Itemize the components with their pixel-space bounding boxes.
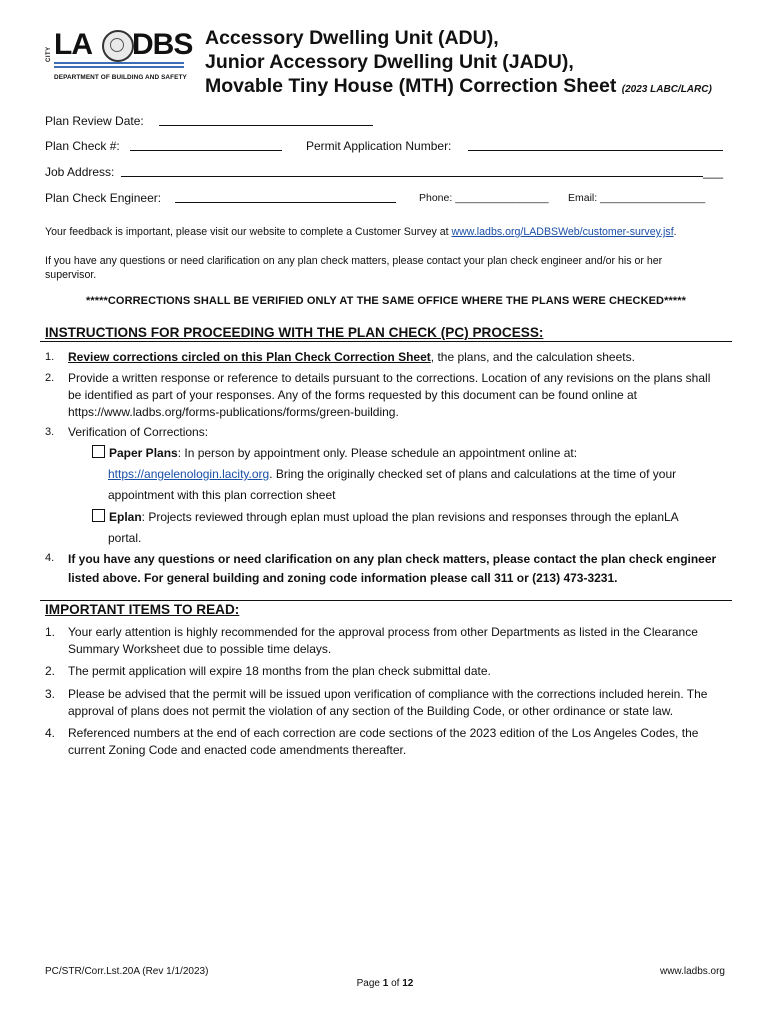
plan-review-date-label: Plan Review Date:: [45, 114, 144, 128]
verification-notice: *****CORRECTIONS SHALL BE VERIFIED ONLY AT THE SAME OFFICE WHERE THE PLANS WERE CHECKED*****: [85, 295, 686, 307]
correction-sheet-page: CITY LA DBS DEPARTMENT OF BUILDING AND SAFETY Accessory Dwelling Unit (ADU), Junior Accessory Dwelling Unit (JADU), Movable Tiny House (MTH) Correction Sheet (2023 LABC/LARC) Plan Review Date: Plan Check #: Permit Application Number: Job Address: ___ Plan Check Engineer: Phone: ________________ Email: __________________ Your feedback is important, please visit our website to complete a Customer Survey at www.ladbs.org/LADBSWeb/customer-survey.jsf. If you have any questions or need clarification on any plan check matters, please contact your plan check engineer and/or his or her supervisor. *****CORRECTIONS SHALL BE VERIFIED ONLY AT THE SAME OFFICE WHERE THE PLANS WERE CHECKED***** INSTRUCTIONS FOR PROCEEDING WITH THE PLAN CHECK (PC) PROCESS: 1. Review corrections circled on this Plan Check Correction Sheet, the plans, and the calculation sheets. 2. Provide a written response or reference to details pursuant to the corrections. Location of any revisions on the plans shall be identified as part of your responses. Any of the forms requested by this document can be found online at https://www.ladbs.org/forms-publications/forms/green-building. 3. Verification of Corrections: Paper Plans: In person by appointment only. Please schedule an appointment online at: https://angelenologin.lacity.org. Bring the originally checked set of plans and calculations at the time of your appointment with this plan correction sheet Eplan: Projects reviewed through eplan must upload the plan revisions and responses through the eplanLA portal. 4. If you have any questions or need clarification on any plan check matters, please contact the plan check engineer listed above. For general building and zoning code information please call 311 or (213) 473-3231. IMPORTANT ITEMS TO READ: 1. Your early attention is highly recommended for the approval process from other Departments as listed in the Clearance Summary Worksheet due to possible time delays. 2. The permit application will expire 18 months from the plan check submittal date. 3. Please be advised that the permit will be issued upon verification of compliance with the corrections included herein. The approval of plans does not permit the violation of any section of the Building Code, or other ordinance or state law. 4. Referenced numbers at the end of each correction are code sections of the 2023 edition of the Los Angeles Codes, the current Zoning Code and enacted code amendments thereafter. PC/STR/Corr.Lst.20A (Rev 1/1/2023) www.ladbs.org Page 1 of 12: [0, 0, 770, 1024]
instructions-divider: [40, 341, 732, 342]
angelenologin-link[interactable]: https://angelenologin.lacity.org: [108, 467, 270, 481]
page-title: [205, 26, 712, 102]
city-seal-icon: [102, 30, 134, 62]
footer-website: www.ladbs.org: [659, 966, 725, 977]
logo-la-text: LA: [54, 28, 92, 61]
permit-application-number-label: Permit Application Number:: [306, 139, 452, 153]
eplan-option: Eplan: Projects reviewed through eplan must upload the plan revisions and responses through the eplanLA portal.: [92, 507, 722, 549]
instructions-heading: INSTRUCTIONS FOR PROCEEDING WITH THE PLAN CHECK (PC) PROCESS:: [45, 325, 544, 340]
form-id: PC/STR/Corr.Lst.20A (Rev 1/1/2023): [45, 966, 209, 977]
questions-note: If you have any questions or need clarification on any plan check matters, please contact your plan check engineer and/or his or her supervisor.: [45, 255, 663, 281]
permit-application-number-field[interactable]: [468, 150, 723, 151]
phone-field[interactable]: Phone: ________________: [419, 192, 549, 204]
plan-check-number-label: Plan Check #:: [45, 139, 120, 153]
job-address-label: Job Address:: [45, 165, 115, 179]
plan-check-engineer-label: Plan Check Engineer:: [45, 191, 162, 205]
job-address-tail: ___: [703, 165, 724, 179]
logo-stripes: [54, 62, 184, 70]
eplan-checkbox[interactable]: [92, 509, 105, 522]
plan-check-engineer-field[interactable]: [175, 202, 396, 203]
important-divider: [40, 600, 732, 601]
plan-review-date-field[interactable]: [159, 125, 373, 126]
paper-plans-checkbox[interactable]: [92, 445, 105, 458]
feedback-paragraph: Your feedback is important, please visit our website to complete a Customer Survey at www.ladbs.org/LADBSWeb/customer-survey.jsf.: [45, 226, 677, 238]
title-line-2: Junior Accessory Dwelling Unit (JADU),: [205, 51, 574, 73]
job-address-field[interactable]: [121, 176, 703, 177]
logo-department-text: DEPARTMENT OF BUILDING AND SAFETY: [54, 74, 187, 81]
title-line-1: Accessory Dwelling Unit (ADU),: [205, 27, 499, 49]
logo-dbs-text: DBS: [132, 28, 193, 61]
ladbs-logo: [44, 28, 193, 88]
important-heading: IMPORTANT ITEMS TO READ:: [45, 602, 240, 617]
page-number: Page 1 of 12: [356, 978, 414, 989]
title-line-3: Movable Tiny House (MTH) Correction Sheet (2023 LABC/LARC): [205, 75, 712, 97]
plan-check-number-field[interactable]: [130, 150, 282, 151]
logo-city-text: CITY: [46, 46, 52, 62]
paper-plans-option: Paper Plans: In person by appointment only. Please schedule an appointment online at: https://angelenologin.lacity.org. Bring the originally checked set of plans and calculations at the time of your appointment with this plan correction sheet: [92, 443, 722, 506]
email-field[interactable]: Email: __________________: [568, 192, 706, 204]
title-edition: (2023 LABC/LARC): [621, 84, 712, 95]
customer-survey-link[interactable]: www.ladbs.org/LADBSWeb/customer-survey.jsf: [451, 226, 674, 238]
